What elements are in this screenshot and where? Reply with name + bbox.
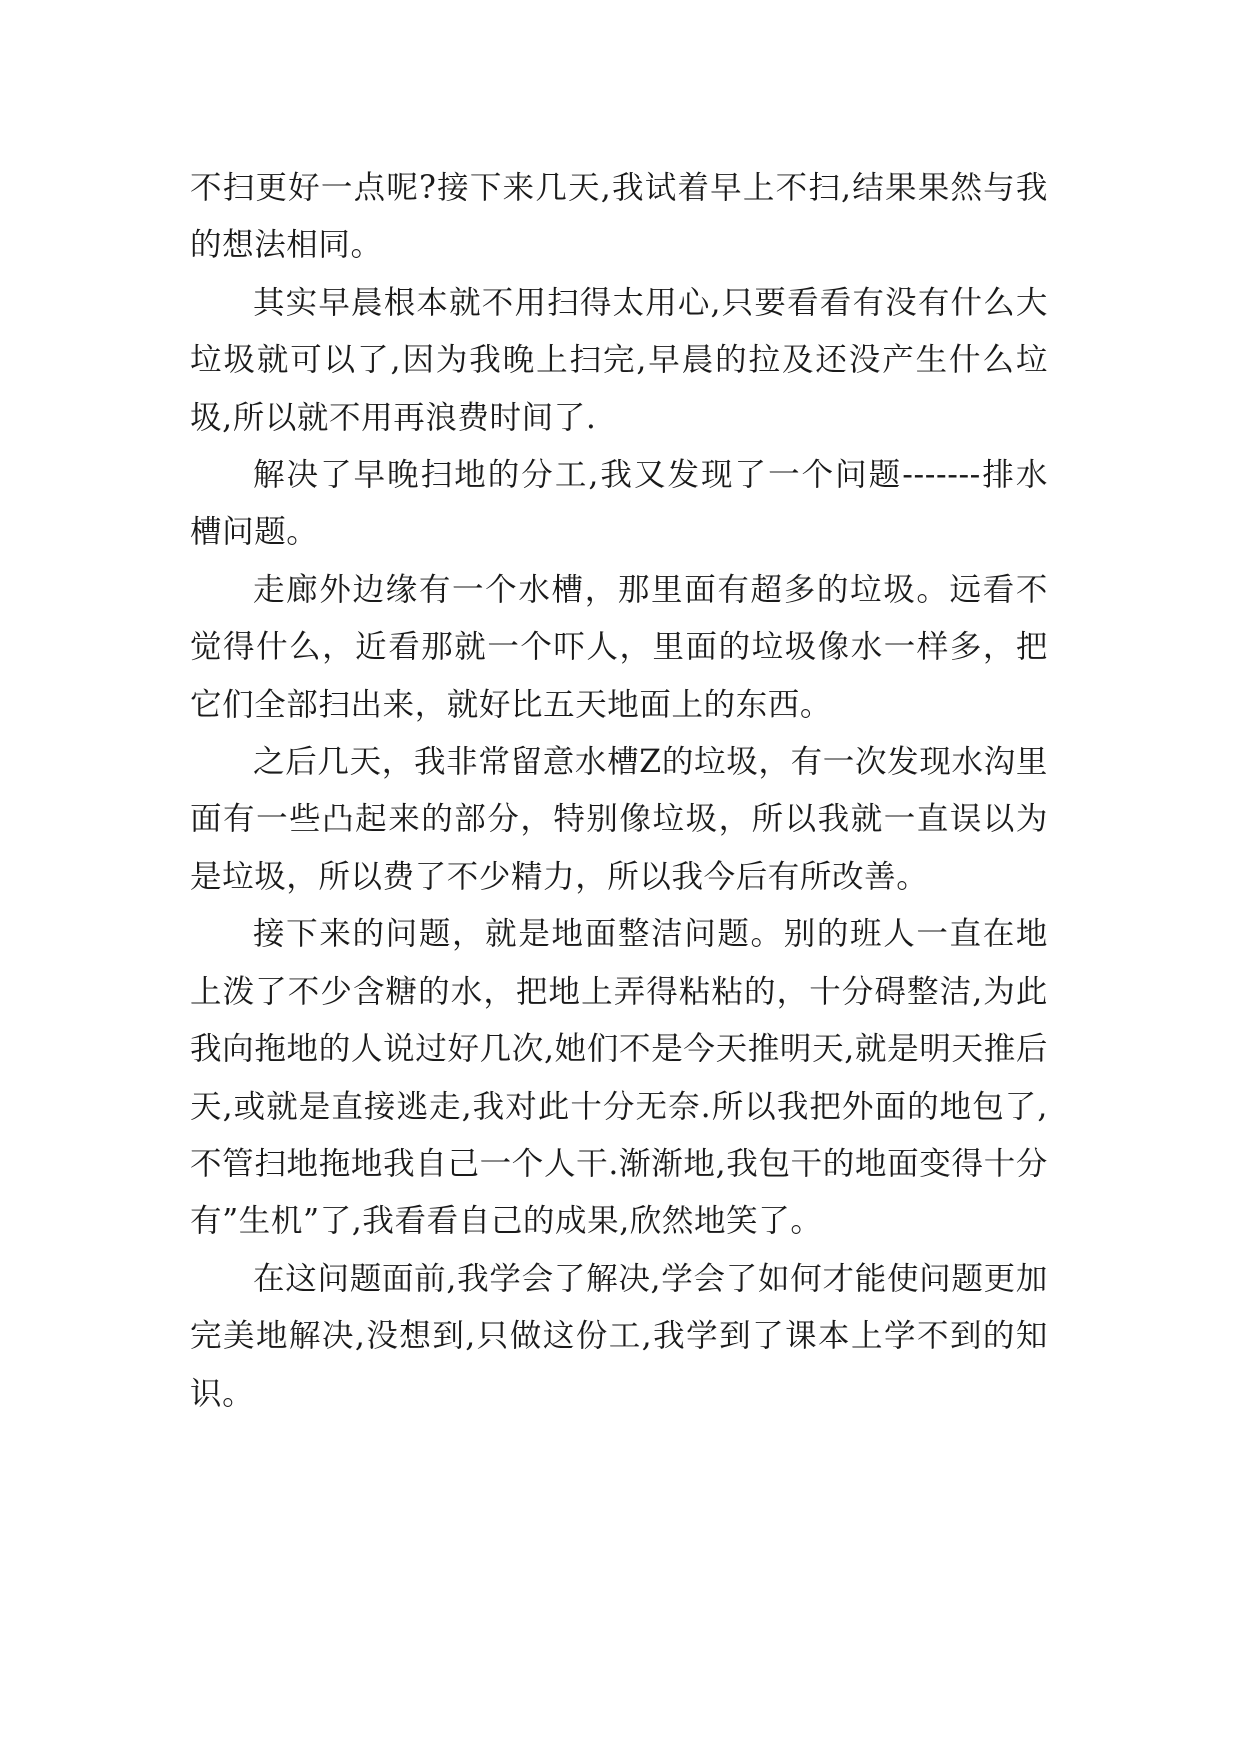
paragraph-floor-cleanliness: 接下来的问题，就是地面整洁问题。别的班人一直在地上泼了不少含糖的水，把地上弄得粘粘的，十分碍整洁,为此我向拖地的人说过好几次,她们不是今天推明天,就是明天推后天,或就是直接逃走,我对此十分无奈.所以我把外面的地包了,不管扫地拖地我自己一个人干.渐渐地,我包干的地面变得十分有”生机”了,我看看自己的成果,欣然地笑了。 — [190, 916, 1048, 1240]
paragraph-drain-problem: 解决了早晚扫地的分工,我又发现了一个问题-------排水槽问题。 — [190, 457, 1048, 551]
paragraph-morning-sweeping: 其实早晨根本就不用扫得太用心,只要看看有没有什么大垃圾就可以了,因为我晚上扫完,早晨的拉及还没产生什么垃圾,所以就不用再浪费时间了. — [190, 284, 1048, 436]
paragraph-conclusion: 在这问题面前,我学会了解决,学会了如何才能使问题更加完美地解决,没想到,只做这份工,我学到了课本上学不到的知识。 — [190, 1260, 1048, 1412]
paragraph-following-days: 之后几天，我非常留意水槽Z的垃圾，有一次发现水沟里面有一些凸起来的部分，特别像垃圾，所以我就一直误以为是垃圾，所以费了不少精力，所以我今后有所改善。 — [190, 744, 1048, 895]
document-body — [190, 160, 1048, 1423]
paragraph-water-trough: 走廊外边缘有一个水槽，那里面有超多的垃圾。远看不觉得什么，近看那就一个吓人，里面的垃圾像水一样多，把它们全部扫出来，就好比五天地面上的东西。 — [190, 571, 1048, 723]
paragraph-continued: 不扫更好一点呢?接下来几天,我试着早上不扫,结果果然与我的想法相同。 — [190, 170, 1048, 264]
